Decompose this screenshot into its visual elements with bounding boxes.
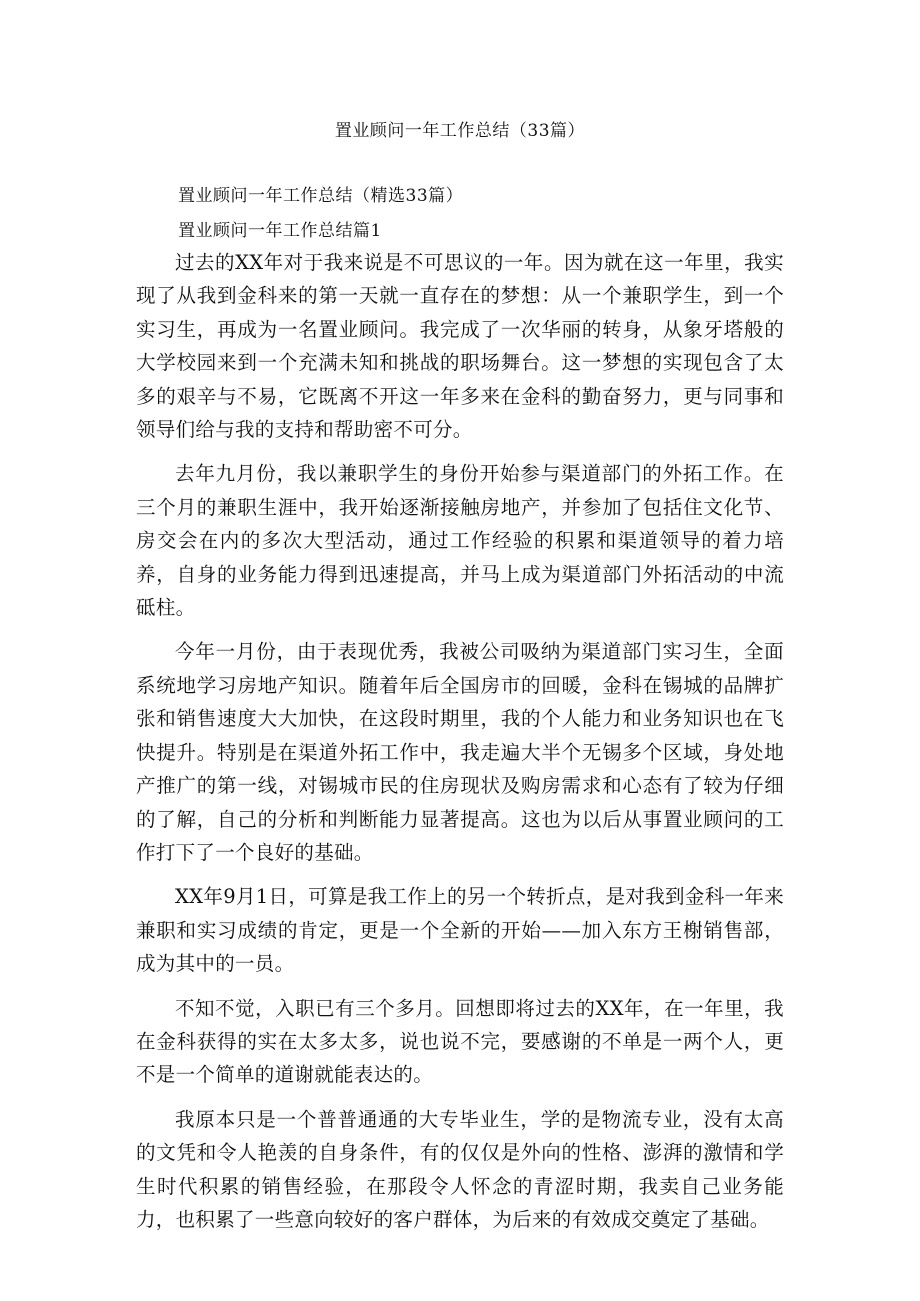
paragraph: 不知不觉，入职已有三个多月。回想即将过去的XX年，在一年里，我在金科获得的实在太多太多，说也说不完，要感谢的不单是一两个人，更不是一个简单的道谢就能表达的。	[136, 996, 784, 1087]
document-subtitle: 置业顾问一年工作总结（精选33篇）	[178, 186, 464, 206]
paragraph: 我原本只是一个普普通通的大专毕业生，学的是物流专业，没有太高的文凭和令人艳羡的自身条件，有的仅仅是外向的性格、澎湃的激情和学生时代积累的销售经验，在那段令人怀念的青涩时期，我卖自己业务能力，也积累了一些意向较好的客户群体，为后来的有效成交奠定了基础。	[136, 1107, 784, 1231]
body-text	[136, 246, 784, 1247]
paragraph: 今年一月份，由于表现优秀，我被公司吸纳为渠道部门实习生，全面系统地学习房地产知识。随着年后全国房市的回暖，金科在锡城的品牌扩张和销售速度大大加快，在这段时期里，我的个人能力和业务知识也在飞快提升。特别是在渠道外拓工作中，我走遍大半个无锡多个区域，身处地产推广的第一线，对锡城市民的住房现状及购房需求和心态有了较为仔细的了解，自己的分析和判断能力显著提高。这也为以后从事置业顾问的工作打下了一个良好的基础。	[136, 640, 784, 864]
paragraph: 过去的XX年对于我来说是不可思议的一年。因为就在这一年里，我实现了从我到金科来的第一天就一直存在的梦想：从一个兼职学生，到一个实习生，再成为一名置业顾问。我完成了一次华丽的转身，从象牙塔般的大学校园来到一个充满未知和挑战的职场舞台。这一梦想的实现包含了太多的艰辛与不易，它既离不开这一年多来在金科的勤奋努力，更与同事和领导们给与我的支持和帮助密不可分。	[136, 251, 784, 442]
paragraph: 去年九月份，我以兼职学生的身份开始参与渠道部门的外拓工作。在三个月的兼职生涯中，我开始逐渐接触房地产，并参加了包括住文化节、房交会在内的多次大型活动，通过工作经验的积累和渠道领导的着力培养，自身的业务能力得到迅速提高，并马上成为渠道部门外拓活动的中流砥柱。	[136, 462, 784, 620]
paragraph: XX年9月1日，可算是我工作上的另一个转折点，是对我到金科一年来兼职和实习成绩的肯定，更是一个全新的开始——加入东方王榭销售部，成为其中的一员。	[136, 885, 784, 976]
section-heading: 置业顾问一年工作总结篇1	[178, 221, 382, 241]
document-title: 置业顾问一年工作总结（33篇）	[334, 121, 586, 141]
